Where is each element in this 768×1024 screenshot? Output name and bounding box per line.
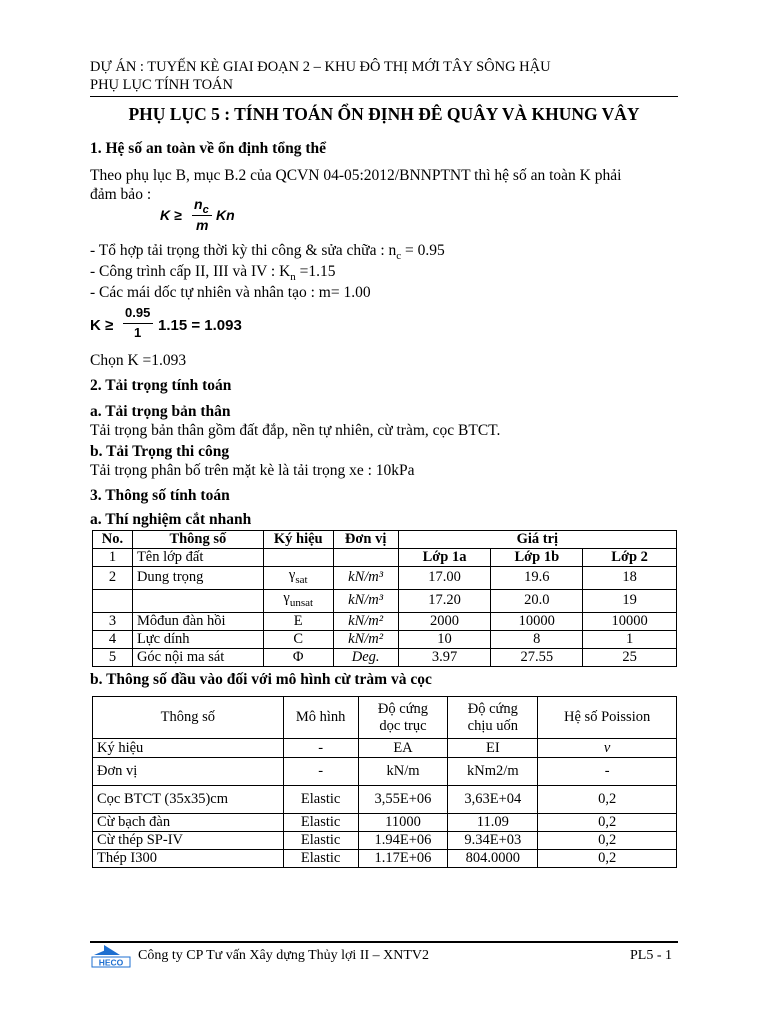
- cell-model: -: [283, 739, 358, 758]
- table-row: [93, 648, 677, 666]
- table-row: [93, 786, 677, 814]
- document-header-appendix: PHỤ LỤC TÍNH TOÁN: [90, 77, 233, 93]
- table-row: [93, 832, 677, 850]
- table-row: [93, 589, 677, 612]
- company-logo-icon: [90, 943, 132, 971]
- cell-unit: kN/m²: [333, 630, 398, 648]
- cell-model: Elastic: [283, 786, 358, 814]
- structure-class-bullet: - Công trình cấp II, III và IV : $K_n =1.15$: [90, 263, 336, 284]
- header-model: Mô hình: [283, 697, 358, 739]
- cell-value: 27.55: [491, 648, 583, 666]
- cell-model: Elastic: [283, 850, 358, 868]
- construction-load-text: Tải trọng phân bố trên mặt kè là tải trọng xe : 10kPa: [90, 462, 415, 479]
- cell-bending: 9.34E+03: [448, 832, 538, 850]
- slope-bullet: - Các mái dốc tự nhiên và nhân tạo : m= 1.00: [90, 284, 371, 301]
- header-no: No.: [93, 531, 133, 549]
- calc-fraction-bar: [123, 323, 153, 324]
- page-number: PL5 - 1: [630, 948, 672, 963]
- cell-no: 3: [93, 612, 133, 630]
- cell-no: 4: [93, 630, 133, 648]
- cell-model: Elastic: [283, 814, 358, 832]
- cell-symbol: $\gamma_{sat}$: [263, 567, 333, 590]
- cell-bending: 3,63E+04: [448, 786, 538, 814]
- cell-symbol: C: [263, 630, 333, 648]
- formula-fraction-bar: [192, 215, 212, 216]
- cell-unit: [333, 549, 398, 567]
- cell-value: 1: [583, 630, 677, 648]
- cell-value: 25: [583, 648, 677, 666]
- table-header-row: [93, 531, 677, 549]
- footer-company: Công ty CP Tư vấn Xây dựng Thủy lợi II – XNTV2: [138, 948, 430, 963]
- cell-symbol: $\gamma_{unsat}$: [263, 589, 333, 612]
- cell-bending: EI: [448, 739, 538, 758]
- formula-denominator: m: [196, 217, 209, 233]
- cell-unit: Deg.: [333, 648, 398, 666]
- cell-unit: kN/m³: [333, 589, 398, 612]
- cell-parameter: Lực dính: [132, 630, 263, 648]
- cell-bending: 804.0000: [448, 850, 538, 868]
- cell-value: 19.6: [491, 567, 583, 590]
- cell-parameter: Dung trọng: [132, 567, 263, 590]
- calc-numerator: 0.95: [125, 305, 151, 320]
- table-row: [93, 739, 677, 758]
- construction-load-heading: b. Tải Trọng thi công: [90, 443, 230, 460]
- layer-2-header: Lớp 2: [583, 549, 677, 567]
- cell-model: Elastic: [283, 832, 358, 850]
- cell-no: 1: [93, 549, 133, 567]
- header-unit: Đơn vị: [333, 531, 398, 549]
- cell-bending: kNm2/m: [448, 758, 538, 786]
- cell-model: -: [283, 758, 358, 786]
- cell-poisson: 0,2: [538, 786, 677, 814]
- table-row: [93, 850, 677, 868]
- cell-parameter: Đơn vị: [93, 758, 284, 786]
- cell-value: 3.97: [398, 648, 491, 666]
- header-parameter: Thông số: [132, 531, 263, 549]
- formula-lhs: K ≥: [160, 207, 182, 223]
- cell-unit: kN/m²: [333, 612, 398, 630]
- cell-symbol: Φ: [263, 648, 333, 666]
- layer-1b-header: Lớp 1b: [491, 549, 583, 567]
- header-value: Giá trị: [398, 531, 676, 549]
- cell-value: 20.0: [491, 589, 583, 612]
- cell-parameter: Tên lớp đất: [132, 549, 263, 567]
- header-divider: [90, 96, 678, 97]
- cell-symbol: E: [263, 612, 333, 630]
- cell-poisson: 0,2: [538, 850, 677, 868]
- cell-parameter: Ký hiệu: [93, 739, 284, 758]
- cell-no: 2: [93, 567, 133, 590]
- logo-text: HECO: [98, 957, 124, 968]
- table-row: [93, 549, 677, 567]
- cell-unit: kN/m³: [333, 567, 398, 590]
- cell-value: 8: [491, 630, 583, 648]
- formula-numerator: n: [194, 196, 203, 212]
- table-row: [93, 758, 677, 786]
- cell-poisson: 0,2: [538, 814, 677, 832]
- model-input-table: [92, 696, 677, 868]
- cell-value: 2000: [398, 612, 491, 630]
- section-3-heading: 3. Thông số tính toán: [90, 487, 230, 504]
- model-input-heading: b. Thông số đầu vào đối với mô hình cừ tràm và cọc: [90, 671, 432, 688]
- header-bending-stiffness: Độ cứng chịu uốn: [448, 697, 538, 739]
- cell-bending: 11.09: [448, 814, 538, 832]
- cell-value: 18: [583, 567, 677, 590]
- cell-no: 5: [93, 648, 133, 666]
- cell-poisson: -: [538, 758, 677, 786]
- page-title: PHỤ LỤC 5 : TÍNH TOÁN ỔN ĐỊNH ĐÊ QUÂY VÀ KHUNG VÂY: [128, 104, 640, 124]
- safety-factor-calculation: [90, 304, 290, 344]
- formula-numerator-sub: c: [202, 203, 209, 216]
- load-combination-bullet: - Tổ hợp tải trọng thời kỳ thi công & sửa chữa : $n_c = 0.95$: [90, 242, 445, 263]
- cell-parameter: Góc nội ma sát: [132, 648, 263, 666]
- safety-factor-formula: [160, 196, 270, 236]
- cell-axial: kN/m: [358, 758, 448, 786]
- cell-axial: 11000: [358, 814, 448, 832]
- footer-divider: [90, 941, 678, 943]
- cell-parameter: Môđun đàn hồi: [132, 612, 263, 630]
- cell-axial: 1.17E+06: [358, 850, 448, 868]
- calc-lhs: K ≥: [90, 317, 114, 334]
- cell-value: 17.00: [398, 567, 491, 590]
- company-logo: [90, 943, 132, 971]
- chosen-k-value: Chọn K =1.093: [90, 352, 187, 369]
- table-row: [93, 814, 677, 832]
- section-1-intro-line2: đảm bảo :: [90, 186, 152, 203]
- layer-1a-header: Lớp 1a: [398, 549, 491, 567]
- cell-parameter: [132, 589, 263, 612]
- table-row: [93, 612, 677, 630]
- cell-axial: 1.94E+06: [358, 832, 448, 850]
- section-1-heading: 1. Hệ số an toàn về ổn định tổng thể: [90, 140, 326, 157]
- cell-parameter: Cọc BTCT (35x35)cm: [93, 786, 284, 814]
- cell-value: 17.20: [398, 589, 491, 612]
- table-row: [93, 567, 677, 590]
- cell-axial: 3,55E+06: [358, 786, 448, 814]
- table-row: [93, 630, 677, 648]
- cell-poisson: 0,2: [538, 832, 677, 850]
- table-header-row: [93, 697, 677, 739]
- cell-symbol: [263, 549, 333, 567]
- section-2-heading: 2. Tải trọng tính toán: [90, 377, 232, 394]
- header-poisson-ratio: Hệ số Poission: [538, 697, 677, 739]
- cell-parameter: Cừ thép SP-IV: [93, 832, 284, 850]
- cell-value: 10: [398, 630, 491, 648]
- shear-test-heading: a. Thí nghiệm cắt nhanh: [90, 511, 252, 528]
- cell-value: 19: [583, 589, 677, 612]
- self-weight-text: Tải trọng bản thân gồm đất đắp, nền tự nhiên, cừ tràm, cọc BTCT.: [90, 422, 501, 439]
- header-parameter: Thông số: [93, 697, 284, 739]
- section-1-intro-line1: Theo phụ lục B, mục B.2 của QCVN 04-05:2012/BNNPTNT thì hệ số an toàn K phải: [90, 167, 622, 184]
- self-weight-heading: a. Tải trọng bản thân: [90, 403, 231, 420]
- cell-value: 10000: [583, 612, 677, 630]
- calc-denominator: 1: [134, 325, 142, 340]
- header-axial-stiffness: Độ cứng dọc trục: [358, 697, 448, 739]
- formula-rhs: Kn: [216, 207, 235, 223]
- shear-test-table: [92, 530, 677, 667]
- cell-value: 10000: [491, 612, 583, 630]
- cell-no: [93, 589, 133, 612]
- calc-rhs: 1.15 = 1.093: [158, 317, 242, 334]
- cell-axial: EA: [358, 739, 448, 758]
- cell-parameter: Thép I300: [93, 850, 284, 868]
- cell-parameter: Cừ bạch đàn: [93, 814, 284, 832]
- cell-poisson: ν: [538, 739, 677, 758]
- document-header-project: DỰ ÁN : TUYẾN KÈ GIAI ĐOẠN 2 – KHU ĐÔ THỊ MỚI TÂY SÔNG HẬU: [90, 59, 551, 75]
- header-symbol: Ký hiệu: [263, 531, 333, 549]
